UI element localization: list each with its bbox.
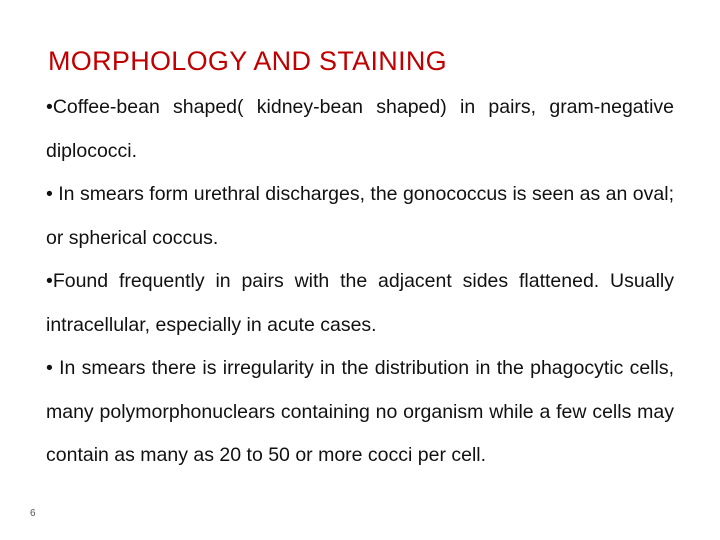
bullet-item-pairs-intracellular: •Found frequently in pairs with the adjacent sides flattened. Usually intracellular, especially in acute cases.	[46, 270, 674, 336]
bullet-item-distribution: • In smears there is irregularity in the distribution in the phagocytic cells, many polymorphonuclears containing no organism while a few cells may contain as many as 20 to 50 or more cocci per cell.	[46, 357, 674, 466]
slide-title: MORPHOLOGY AND STAINING	[48, 46, 447, 76]
page-number: 6	[30, 508, 36, 519]
bullet-list	[46, 86, 674, 478]
bullet-item-morphology-shape: •Coffee-bean shaped( kidney-bean shaped) in pairs, gram-negative diplococci.	[46, 96, 674, 162]
bullet-item-smear-shape: • In smears form urethral discharges, the gonococcus is seen as an oval; or spherical coccus.	[46, 183, 674, 249]
